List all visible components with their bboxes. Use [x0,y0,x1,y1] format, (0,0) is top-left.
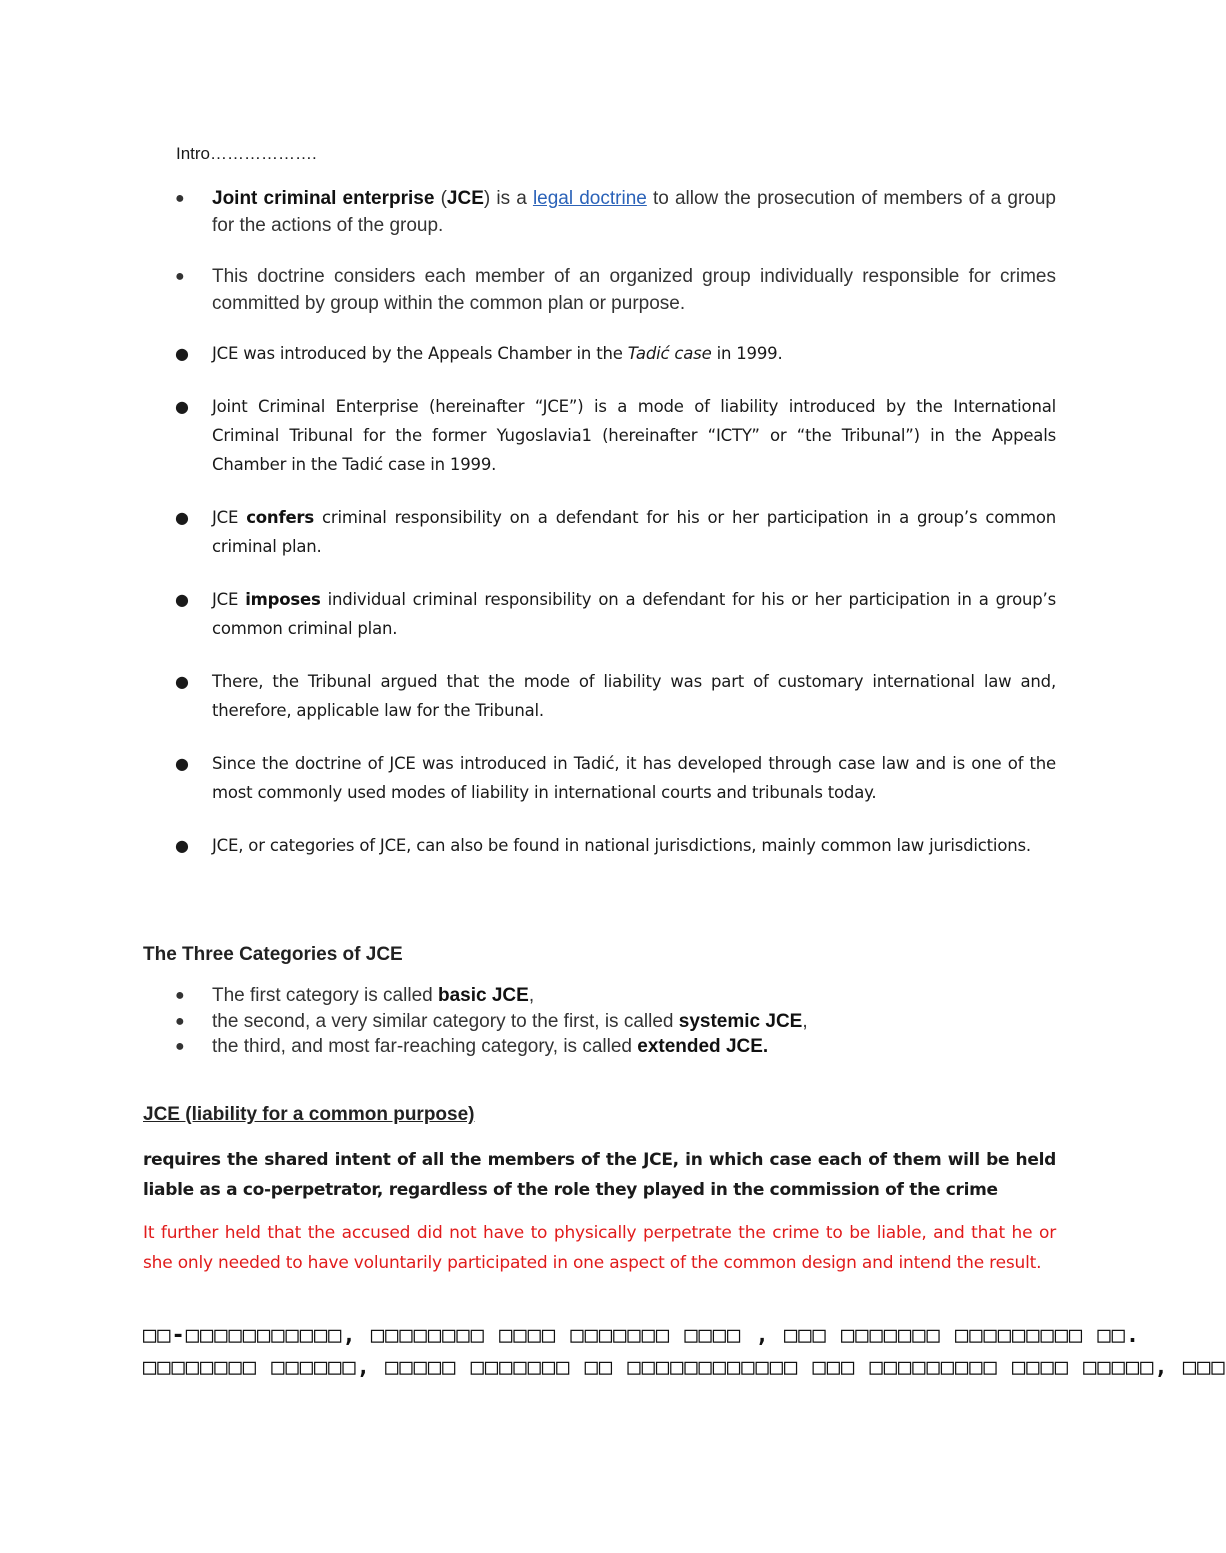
bullet-icon: ● [175,268,185,285]
bullet-icon: ● [175,508,189,527]
list-item: ● JCE was introduced by the Appeals Chamber in the Tadić case in 1999. [146,339,1056,368]
common-purpose-paragraph: requires the shared intent of all the members of the JCE, in which case each of them will be held liable as a co-perpetrator, regardless of the role they played in the commission of the crime [143,1150,1056,1200]
common-purpose-heading: JCE (liability for a common purpose) [143,1104,475,1125]
list-item: ● Joint criminal enterprise (JCE) is a legal doctrine to allow the prosecution of members of a group for the actions of the group. [146,185,1056,239]
list-item: ● JCE imposes individual criminal responsibility on a defendant for his or her participation in a group’s common criminal plan. [146,585,1056,643]
garbled-line: □□-□□□□□□□□□□□, □□□□□□□□ □□□□ □□□□□□□ □□□□ , □□□ □□□□□□□ □□□□□□□□□ □□. [143,1323,1141,1348]
bullet-icon: ● [175,344,189,363]
bullet-icon: ● [175,590,189,609]
bullet-icon: ● [175,836,189,855]
list-item: ● JCE, or categories of JCE, can also be found in national jurisdictions, mainly common law jurisdictions. [146,831,1056,860]
list-item: ● the third, and most far-reaching category, is called extended JCE. [146,1034,1056,1060]
categories-heading: The Three Categories of JCE [143,944,403,965]
bullet-icon: ● [175,1012,185,1030]
list-item: ● JCE confers criminal responsibility on a defendant for his or her participation in a group’s common criminal plan. [146,503,1056,561]
list-item: ● the second, a very similar category to the first, is called systemic JCE, [146,1009,1056,1035]
bullet-icon: ● [175,397,189,416]
bullet-icon: ● [175,754,189,773]
intro-bullet-list-b [146,339,1056,860]
highlighted-paragraph: It further held that the accused did not have to physically perpetrate the crime to be liable, and that he or she only needed to have voluntarily participated in one aspect of the common design and intend the result. [143,1223,1056,1273]
legal-doctrine-link[interactable]: legal doctrine [532,188,647,209]
list-item: ● The first category is called basic JCE, [146,983,1056,1009]
list-item: ● Since the doctrine of JCE was introduced in Tadić, it has developed through case law and is one of the most commonly used modes of liability in international courts and tribunals today. [146,749,1056,807]
list-item: ● Joint Criminal Enterprise (hereinafter “JCE”) is a mode of liability introduced by the International Criminal Tribunal for the former Yugoslavia1 (hereinafter “ICTY” or “the Tribunal”) in the Appeals Chamber in the Tadić case in 1999. [146,392,1056,479]
categories-list [146,983,1056,1060]
bullet-icon: ● [175,672,189,691]
bullet-icon: ● [175,190,185,207]
bullet-icon: ● [175,987,185,1004]
bullet-icon: ● [175,1038,185,1055]
list-item: ● This doctrine considers each member of an organized group individually responsible for crimes committed by group within the common plan or purpose. [146,263,1056,317]
list-item: ● There, the Tribunal argued that the mode of liability was part of customary international law and, therefore, applicable law for the Tribunal. [146,667,1056,725]
abbr-term: JCE [446,188,484,209]
bold-term: Joint criminal enterprise [212,188,435,209]
unrendered-text-block [143,1320,1226,1384]
intro-bullet-list-a [146,185,1056,317]
intro-label: Intro………………. [176,144,317,163]
garbled-line: □□□□□□□□ □□□□□□, □□□□□ □□□□□□□ □□ □□□□□□□□□□□□ □□□ □□□□□□□□□ □□□□ □□□□□, □□□ [143,1355,1226,1380]
